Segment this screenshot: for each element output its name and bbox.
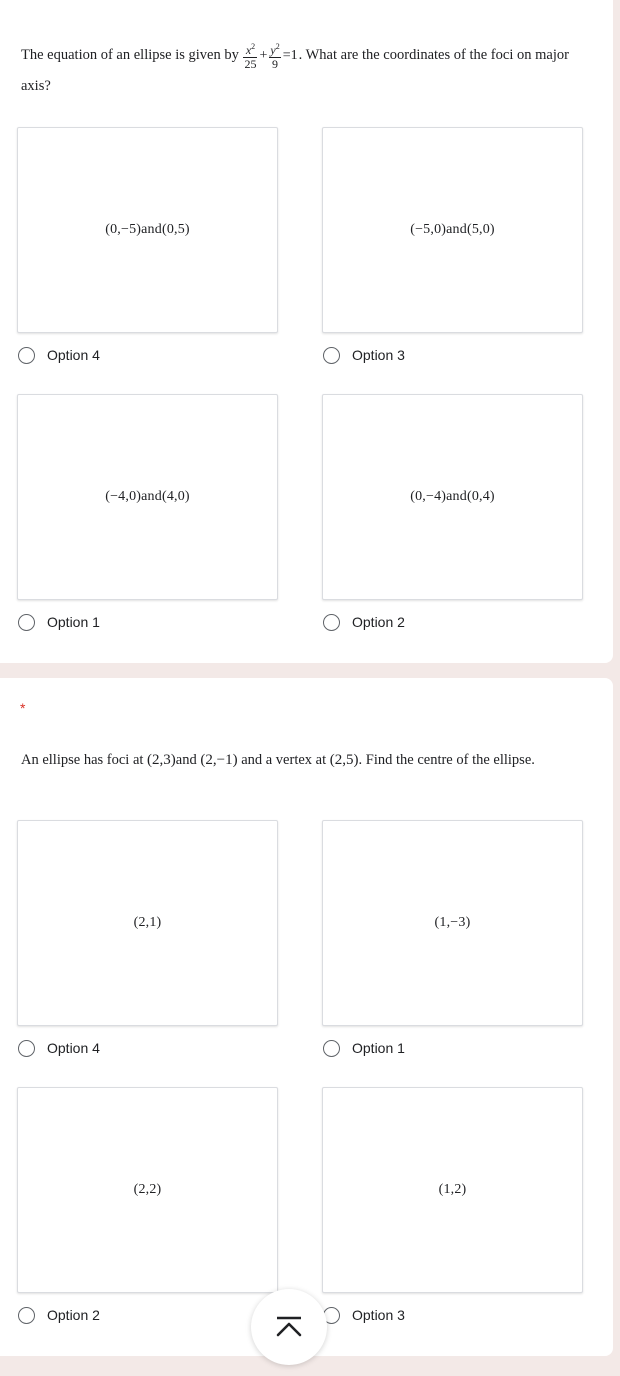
radio-unchecked-icon[interactable] xyxy=(18,347,35,364)
question-1-text-end: . What are the coordinates of the foci on major axis? xyxy=(21,47,569,95)
option-image-2: (1,−3) xyxy=(322,820,583,1026)
radio-unchecked-icon[interactable] xyxy=(323,347,340,364)
option-choice[interactable]: Option 3 xyxy=(323,1303,405,1327)
option-image-3: (2,2) xyxy=(17,1087,278,1293)
required-asterisk: * xyxy=(20,700,26,716)
option-choice[interactable]: Option 2 xyxy=(18,1303,100,1327)
option-image-4: (0,−4)and(0,4) xyxy=(322,394,583,600)
scroll-to-top-button[interactable] xyxy=(251,1289,327,1365)
math-point-focus-2: (2,−1) xyxy=(200,752,238,768)
option-choice[interactable]: Option 2 xyxy=(323,610,405,634)
question-1-equation: $\frac{x^2}{25}$ + $\frac{y^2}{9}$ =1 xyxy=(244,42,298,72)
option-choice[interactable]: Option 3 xyxy=(323,343,405,367)
option-choice[interactable]: Option 1 xyxy=(18,610,100,634)
fraction-y-over-9: $\frac{y^2}{9}$ xyxy=(270,42,280,72)
question-1-text-start: The equation of an ellipse is given by xyxy=(21,47,239,63)
option-image-3: (−4,0)and(4,0) xyxy=(17,394,278,600)
math-point-focus-1: (2,3) xyxy=(147,752,176,768)
option-image-4: (1,2) xyxy=(322,1087,583,1293)
option-image-2: (−5,0)and(5,0) xyxy=(322,127,583,333)
math-point-vertex: (2,5) xyxy=(329,752,359,768)
option-choice[interactable]: Option 4 xyxy=(18,343,100,367)
option-choice[interactable]: Option 1 xyxy=(323,1036,405,1060)
radio-unchecked-icon[interactable] xyxy=(18,1040,35,1057)
radio-unchecked-icon[interactable] xyxy=(323,614,340,631)
question-card-1 xyxy=(0,0,613,663)
question-1-text xyxy=(21,40,581,102)
radio-unchecked-icon[interactable] xyxy=(18,1307,35,1324)
option-choice[interactable]: Option 4 xyxy=(18,1036,100,1060)
option-image-1: (2,1) xyxy=(17,820,278,1026)
fraction-x-over-25: $\frac{x^2}{25}$ xyxy=(244,42,257,72)
option-image-1: (0,−5)and(0,5) xyxy=(17,127,278,333)
radio-unchecked-icon[interactable] xyxy=(323,1040,340,1057)
question-2-text: An ellipse has foci at (2,3)and (2,−1) and a vertex at (2,5). Find the centre of the ellipse. xyxy=(21,752,535,768)
chevron-up-icon xyxy=(274,1316,304,1338)
radio-unchecked-icon[interactable] xyxy=(18,614,35,631)
